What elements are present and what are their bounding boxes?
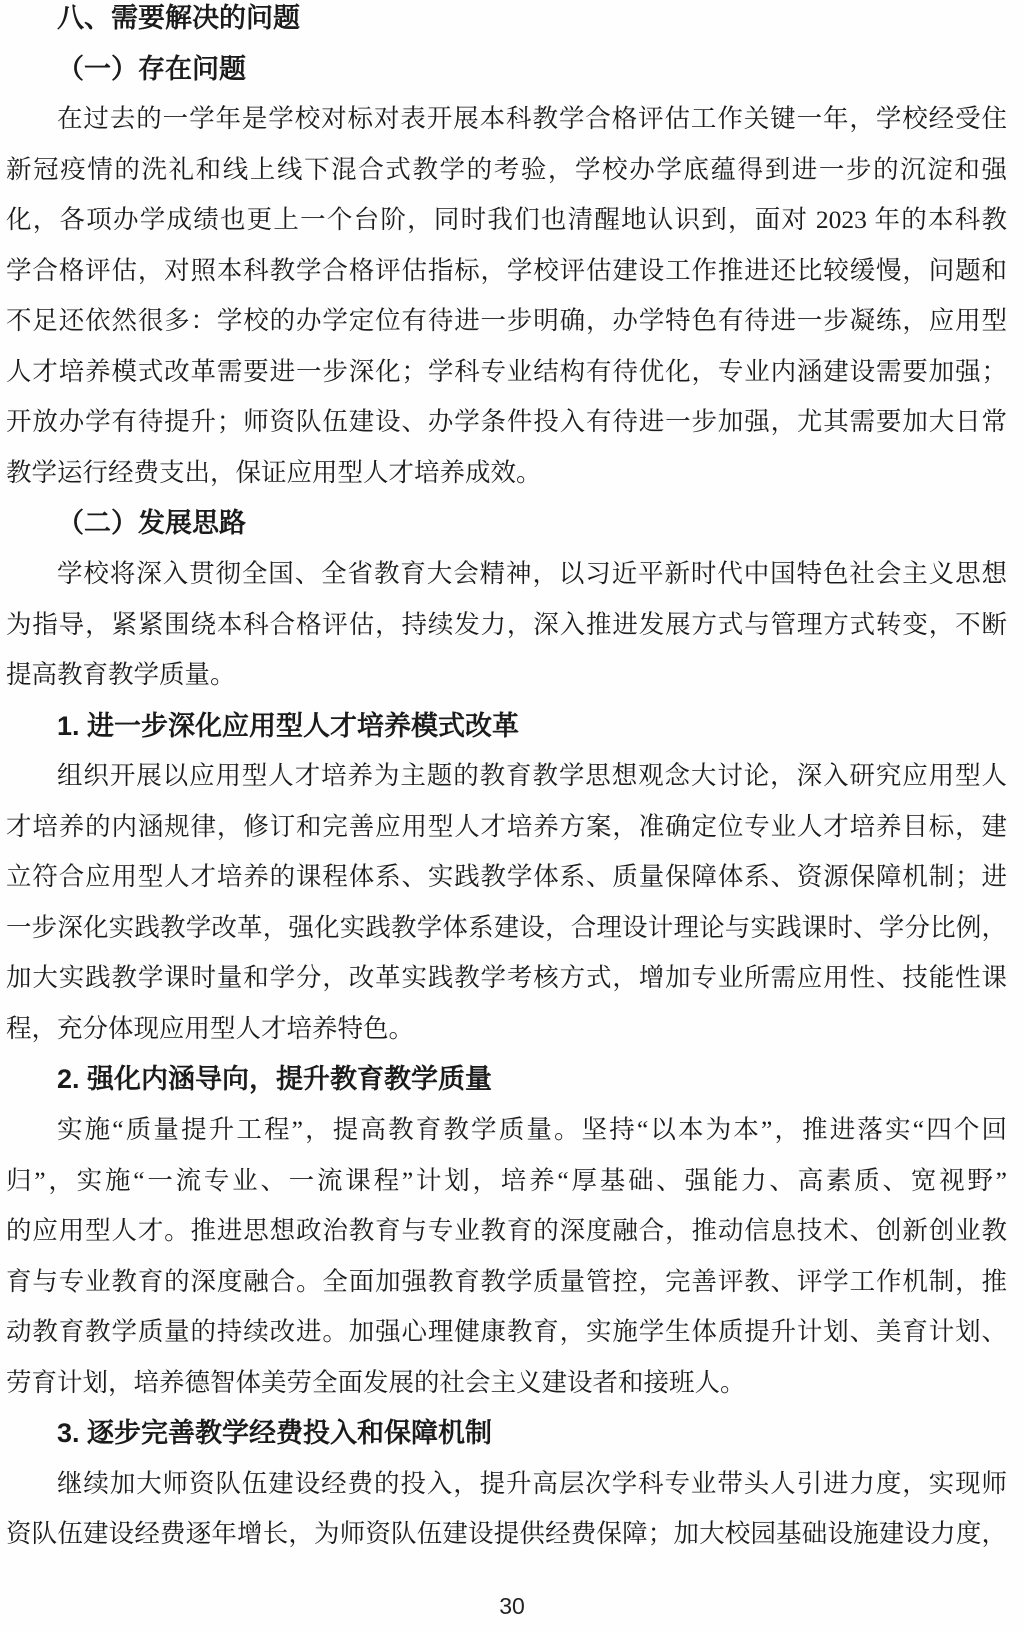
paragraph-line: 实施“质量提升工程”，提高教育教学质量。坚持“以本为本”，推进落实“四个回: [57, 1115, 1007, 1145]
subsection-3-heading: 3. 逐步完善教学经费投入和保障机制: [57, 1418, 493, 1449]
paragraph-line: 的应用型人才。推进思想政治教育与专业教育的深度融合，推动信息技术、创新创业教: [6, 1216, 1007, 1246]
paragraph-line: 学合格评估，对照本科教学合格评估指标，学校评估建设工作推进还比较缓慢，问题和: [6, 255, 1007, 285]
subsection-2-heading: 2. 强化内涵导向，提升教育教学质量: [57, 1064, 493, 1095]
document-body: [6, 0, 1007, 1560]
paragraph-line: 程，充分体现应用型人才培养特色。: [6, 1013, 415, 1043]
paragraph-line: 资队伍建设经费逐年增长，为师资队伍建设提供经费保障；加大校园基础设施建设力度，: [6, 1519, 1007, 1549]
paragraph-line: 教学运行经费支出，保证应用型人才培养成效。: [6, 457, 542, 487]
paragraph-line: 一步深化实践教学改革，强化实践教学体系建设，合理设计理论与实践课时、学分比例，: [6, 912, 1007, 942]
paragraph-line: 继续加大师资队伍建设经费的投入，提升高层次学科专业带头人引进力度，实现师: [57, 1468, 1007, 1498]
paragraph-line: 人才培养模式改革需要进一步深化；学科专业结构有待优化，专业内涵建设需要加强；: [6, 356, 1007, 386]
paragraph-line: 在过去的一学年是学校对标对表开展本科教学合格评估工作关键一年，学校经受住: [57, 104, 1007, 134]
paragraph-line: 为指导，紧紧围绕本科合格评估，持续发力，深入推进发展方式与管理方式转变，不断: [6, 609, 1007, 639]
paragraph-line: 提高教育教学质量。: [6, 660, 236, 690]
paragraph-line: 化，各项办学成绩也更上一个台阶，同时我们也清醒地认识到，面对 2023 年的本科教: [6, 205, 1007, 235]
page-number: 30: [499, 1593, 525, 1619]
paragraph-line: 加大实践教学课时量和学分，改革实践教学考核方式，增加专业所需应用性、技能性课: [6, 963, 1007, 993]
paragraph-line: 育与专业教育的深度融合。全面加强教育教学质量管控，完善评教、评学工作机制，推: [6, 1266, 1007, 1296]
subsection-1-heading: 1. 进一步深化应用型人才培养模式改革: [57, 710, 520, 741]
section-2-heading: （二）发展思路: [57, 508, 246, 539]
chapter-heading: 八、需要解决的问题: [57, 3, 300, 33]
paragraph-line: 立符合应用型人才培养的课程体系、实践教学体系、质量保障体系、资源保障机制；进: [6, 862, 1007, 892]
paragraph-line: 才培养的内涵规律，修订和完善应用型人才培养方案，准确定位专业人才培养目标，建: [6, 811, 1007, 841]
paragraph-line: 开放办学有待提升；师资队伍建设、办学条件投入有待进一步加强，尤其需要加大日常: [6, 407, 1007, 437]
section-1-heading: （一）存在问题: [57, 53, 246, 84]
paragraph-line: 动教育教学质量的持续改进。加强心理健康教育，实施学生体质提升计划、美育计划、: [6, 1317, 1007, 1347]
paragraph-line: 组织开展以应用型人才培养为主题的教育教学思想观念大讨论，深入研究应用型人: [57, 761, 1007, 791]
paragraph-line: 不足还依然很多：学校的办学定位有待进一步明确，办学特色有待进一步凝练，应用型: [6, 306, 1007, 336]
paragraph-line: 新冠疫情的洗礼和线上线下混合式教学的考验，学校办学底蕴得到进一步的沉淀和强: [6, 154, 1007, 184]
paragraph-line: 学校将深入贯彻全国、全省教育大会精神，以习近平新时代中国特色社会主义思想: [57, 559, 1007, 589]
paragraph-line: 归”，实施“一流专业、一流课程”计划，培养“厚基础、强能力、高素质、宽视野”: [6, 1165, 1007, 1195]
paragraph-line: 劳育计划，培养德智体美劳全面发展的社会主义建设者和接班人。: [6, 1367, 746, 1397]
